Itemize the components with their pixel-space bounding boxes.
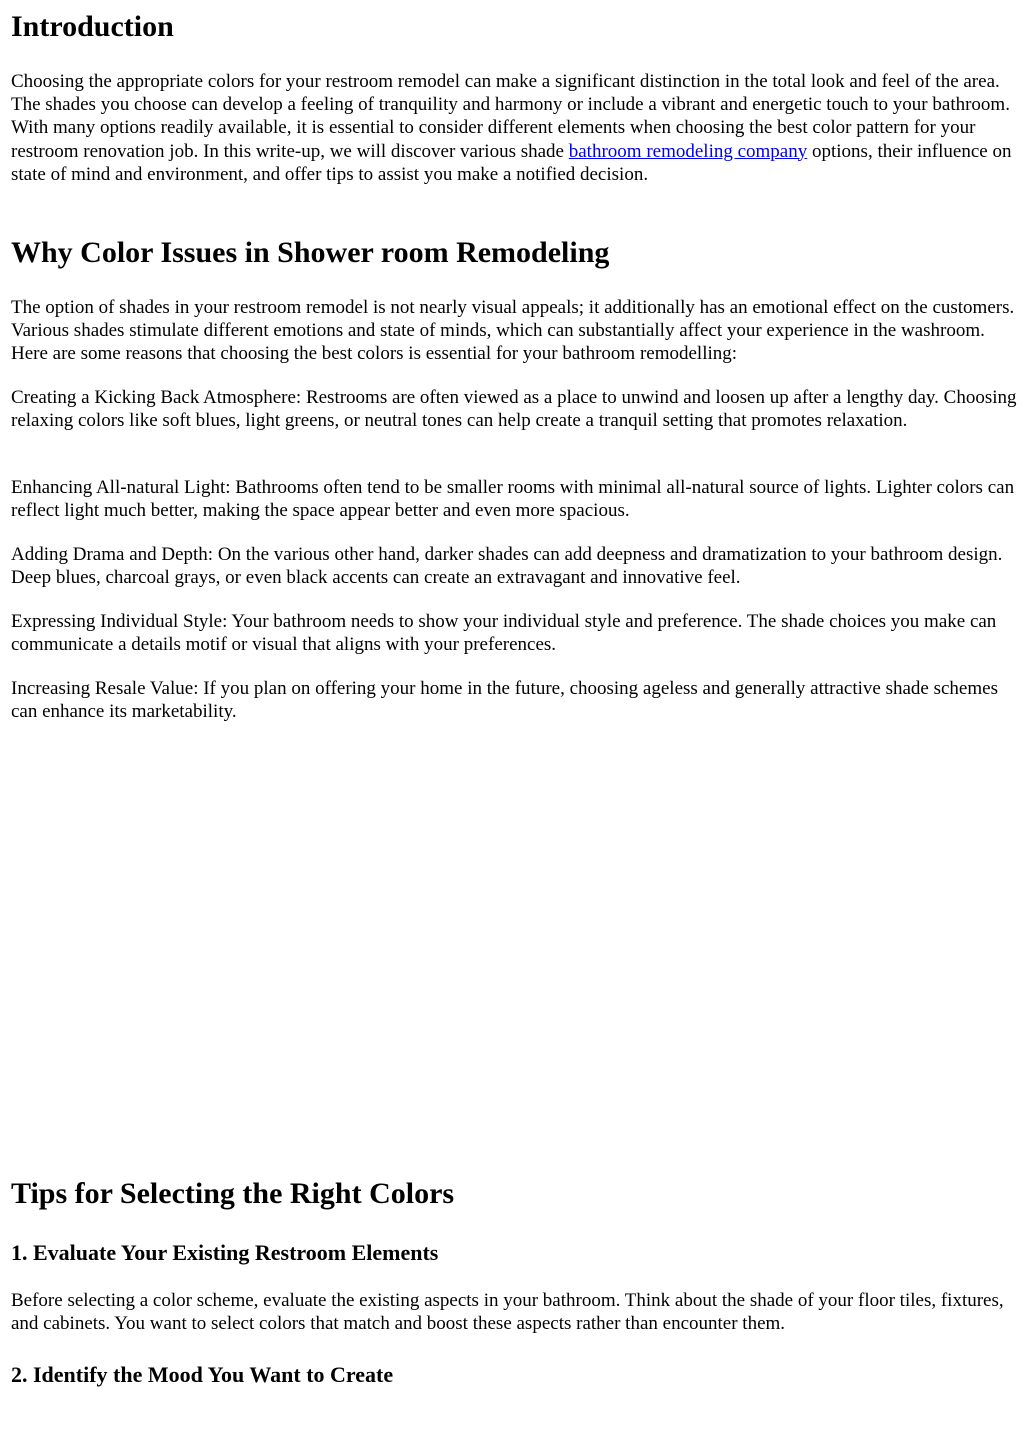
- intro-text-after-link: options, their influence on state of mind and environment, and offer tips to assist you make a notified decision.: [11, 140, 1012, 185]
- why-color-heading: Why Color Issues in Shower room Remodeling: [11, 236, 610, 269]
- natural-light-paragraph: Enhancing All-natural Light: Bathrooms often tend to be smaller rooms with minimal all-natural source of lights. Lighter colors can reflect light much better, making the space appear better and even more spacious.: [11, 477, 1015, 522]
- introduction-paragraph: [11, 70, 1017, 186]
- drama-depth-paragraph: Adding Drama and Depth: On the various other hand, darker shades can add deepness and dramatization to your bathroom design. Deep blues, charcoal grays, or even black accents can create an extravagant and innovative feel.: [11, 544, 1003, 589]
- bathroom-remodeling-company-link[interactable]: bathroom remodeling company: [568, 140, 808, 162]
- resale-value-paragraph: Increasing Resale Value: If you plan on offering your home in the future, choosing ageless and generally attractive shade schemes can enhance its marketability.: [11, 678, 998, 723]
- intro-text-before-link: Choosing the appropriate colors for your restroom remodel can make a significant distinction in the total look and feel of the area. The shades you choose can develop a feeling of tranquility and harmony or include a vibrant and energetic touch to your bathroom. With many options readily available, it is essential to consider different elements when choosing the best color pattern for your restroom renovation job. In this write-up, we will discover various shade: [11, 71, 1010, 162]
- individual-style-paragraph: Expressing Individual Style: Your bathroom needs to show your individual style and preference. The shade choices you make can communicate a details motif or visual that aligns with your preferences.: [11, 611, 997, 656]
- identify-mood-subheading: 2. Identify the Mood You Want to Create: [11, 1362, 394, 1387]
- evaluate-elements-paragraph: Before selecting a color scheme, evaluate the existing aspects in your bathroom. Think about the shade of your floor tiles, fixtures, and cabinets. You want to select colors that match and boost these aspects rather than encounter them.: [11, 1290, 1004, 1335]
- why-color-paragraph: The option of shades in your restroom remodel is not nearly visual appeals; it additionally has an emotional effect on the customers. Various shades stimulate different emotions and state of minds, which can substantially affect your experience in the washroom. Here are some reasons that choosing the best colors is essential for your bathroom remodelling:: [11, 297, 1015, 365]
- evaluate-elements-subheading: 1. Evaluate Your Existing Restroom Elements: [11, 1240, 439, 1265]
- tips-heading: Tips for Selecting the Right Colors: [11, 1177, 455, 1210]
- relaxing-atmosphere-paragraph: Creating a Kicking Back Atmosphere: Restrooms are often viewed as a place to unwind and loosen up after a lengthy day. Choosing relaxing colors like soft blues, light greens, or neutral tones can help create a tranquil setting that promotes relaxation.: [11, 387, 1017, 432]
- introduction-heading: Introduction: [11, 10, 174, 43]
